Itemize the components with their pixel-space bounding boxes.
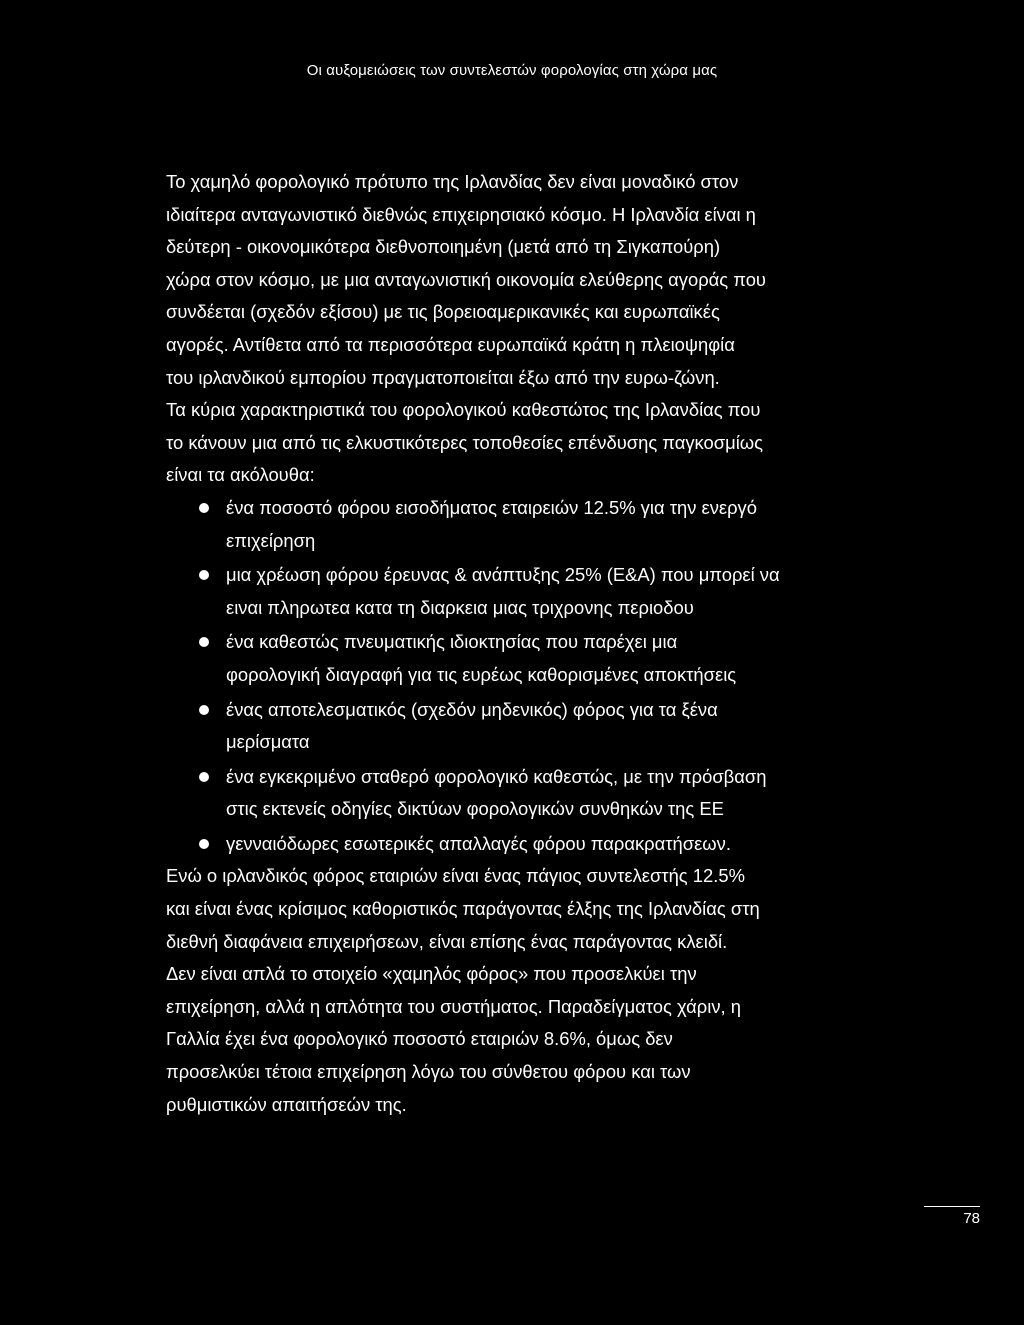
text-line: επιχείρηση, αλλά η απλότητα του συστήματος. Παραδείγματος χάριν, η [166, 995, 741, 1017]
list-item-text: μια χρέωση φόρου έρευνας & ανάπτυξης 25% (Ε&Α) που μπορεί να [226, 564, 780, 586]
text-line: Δεν είναι απλά το στοιχείο «χαμηλός φόρος» που προσελκύει την [166, 963, 697, 985]
list-item [166, 492, 906, 557]
text-line: χώρα στον κόσμο, με μια ανταγωνιστική οικονομία ελεύθερης αγοράς που [166, 268, 766, 290]
text-line: προσελκύει τέτοια επιχείρηση λόγω του σύνθετου φόρου και των [166, 1061, 691, 1083]
text-line: δεύτερη - οικονομικότερα διεθνοποιημένη (μετά από τη Σιγκαπούρη) [166, 236, 721, 258]
text-line: και είναι ένας κρίσιμος καθοριστικός παράγοντας έλξης της Ιρλανδίας στη [166, 898, 760, 920]
list-item-text: επιχείρηση [226, 529, 316, 551]
text-line: του ιρλανδικού εμπορίου πραγματοποιείται έξω από την ευρω-ζώνη. [166, 366, 720, 388]
bullet-icon [199, 839, 209, 849]
text-line: αγορές. Αντίθετα από τα περισσότερα ευρωπαϊκά κράτη η πλειοψηφία [166, 333, 735, 355]
list-item-text: στις εκτενείς οδηγίες δικτύων φορολογικών συνθηκών της ΕΕ [226, 798, 724, 820]
list-item-text: ένα ποσοστό φόρου εισοδήματος εταιρειών 12.5% για την ενεργό [226, 496, 757, 518]
list-item-text: ένα εγκεκριμένο σταθερό φορολογικό καθεστώς, με την πρόσβαση [226, 765, 767, 787]
list-item-text: γενναιόδωρες εσωτερικές απαλλαγές φόρου παρακρατήσεων. [226, 832, 731, 854]
list-item [166, 559, 906, 624]
text-line: Τα κύρια χαρακτηριστικά του φορολογικού καθεστώτος της Ιρλανδίας που [166, 399, 761, 421]
list-item-text: ένας αποτελεσματικός (σχεδόν μηδενικός) φόρος για τα ξένα [226, 698, 718, 720]
text-line: διεθνή διαφάνεια επιχειρήσεων, είναι επίσης ένας παράγοντας κλειδί. [166, 930, 728, 952]
text-line: το κάνουν μια από τις ελκυστικότερες τοποθεσίες επένδυσης παγκοσμίως [166, 431, 764, 453]
page-body [166, 166, 906, 1121]
text-line: ρυθμιστικών απαιτήσεών της. [166, 1093, 407, 1115]
list-item [166, 761, 906, 826]
text-line: Το χαμηλό φορολογικό πρότυπο της Ιρλανδίας δεν είναι μοναδικό στον [166, 171, 739, 192]
text-line: συνδέεται (σχεδόν εξίσου) με τις βορειοαμερικανικές και ευρωπαϊκές [166, 301, 720, 323]
text-line: είναι τα ακόλουθα: [166, 464, 315, 486]
text-line: Ενώ ο ιρλανδικός φόρος εταιριών είναι ένας πάγιος συντελεστής 12.5% [166, 865, 745, 887]
closing-paragraph [166, 860, 906, 1121]
list-item-text: φορολογική διαγραφή για τις ευρέως καθορισμένες αποκτήσεις [226, 663, 737, 685]
list-item-text: ειναι πληρωτεα κατα τη διαρκεια μιας τριχρονης περιοδου [226, 596, 694, 618]
bullet-icon [199, 503, 209, 513]
list-item-text: μερίσματα [226, 731, 310, 753]
page-number: 78 [924, 1206, 980, 1227]
list-item [166, 626, 906, 691]
text-line: Γαλλία έχει ένα φορολογικό ποσοστό εταιριών 8.6%, όμως δεν [166, 1028, 673, 1050]
text-line: ιδιαίτερα ανταγωνιστικό διεθνώς επιχειρησιακό κόσμο. Η Ιρλανδία είναι η [166, 203, 756, 225]
bullet-icon [199, 705, 209, 715]
intro-paragraph [166, 166, 906, 492]
bullet-icon [199, 772, 209, 782]
bullet-icon [199, 570, 209, 580]
bullet-icon [199, 637, 209, 647]
running-header: Οι αυξομειώσεις των συντελεστών φορολογίας στη χώρα μας [306, 62, 718, 79]
list-item [166, 694, 906, 759]
features-list [166, 492, 906, 861]
list-item [166, 828, 906, 861]
list-item-text: ένα καθεστώς πνευματικής ιδιοκτησίας που παρέχει μια [226, 631, 678, 653]
